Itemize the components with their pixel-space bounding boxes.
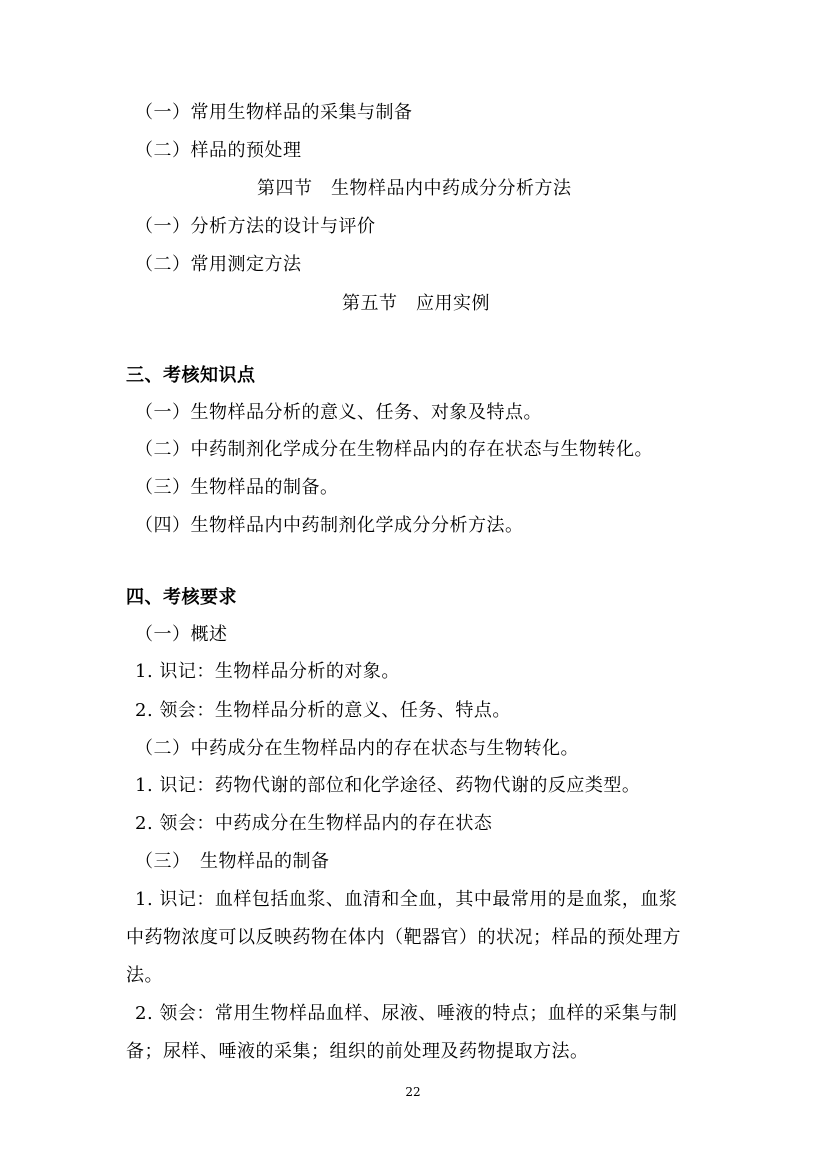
req-item: 1. 识记：药物代谢的部位和化学途径、药物代谢的反应类型。 bbox=[135, 775, 641, 796]
page-number: 22 bbox=[405, 1085, 421, 1099]
knowledge-point: （三）生物样品的制备。 bbox=[135, 477, 339, 498]
heading-requirements: 四、考核要求 bbox=[126, 587, 237, 608]
req-group-overview: （一）概述 bbox=[135, 624, 228, 645]
req-item: 1. 识记：生物样品分析的对象。 bbox=[135, 661, 400, 682]
item-sample-preprocessing: （二）样品的预处理 bbox=[135, 140, 302, 161]
req-item-line: 备；尿样、唾液的采集；组织的前处理及药物提取方法。 bbox=[126, 1041, 589, 1062]
item-common-methods: （二）常用测定方法 bbox=[135, 254, 302, 275]
req-item-line: 中药物浓度可以反映药物在体内（靶器官）的状况；样品的预处理方 bbox=[126, 927, 681, 948]
item-sample-collection: （一）常用生物样品的采集与制备 bbox=[135, 102, 413, 123]
req-item-line: 1. 识记：血样包括血浆、血清和全血，其中最常用的是血浆，血浆 bbox=[135, 889, 678, 910]
req-item: 2. 领会：生物样品分析的意义、任务、特点。 bbox=[135, 700, 511, 721]
section-4-title: 第四节 生物样品内中药成分分析方法 bbox=[257, 178, 572, 199]
knowledge-point: （一）生物样品分析的意义、任务、对象及特点。 bbox=[135, 402, 542, 423]
req-item-line: 2. 领会：常用生物样品血样、尿液、唾液的特点；血样的采集与制 bbox=[135, 1003, 678, 1024]
req-group-states: （二）中药成分在生物样品内的存在状态与生物转化。 bbox=[135, 738, 579, 759]
item-method-design: （一）分析方法的设计与评价 bbox=[135, 216, 376, 237]
section-5-title: 第五节 应用实例 bbox=[342, 293, 490, 314]
knowledge-point: （二）中药制剂化学成分在生物样品内的存在状态与生物转化。 bbox=[135, 439, 653, 460]
req-item-line: 法。 bbox=[126, 965, 163, 986]
req-group-preparation: （三） 生物样品的制备 bbox=[135, 851, 330, 872]
knowledge-point: （四）生物样品内中药制剂化学成分分析方法。 bbox=[135, 515, 524, 536]
heading-knowledge-points: 三、考核知识点 bbox=[126, 365, 256, 386]
req-item: 2. 领会：中药成分在生物样品内的存在状态 bbox=[135, 813, 493, 834]
